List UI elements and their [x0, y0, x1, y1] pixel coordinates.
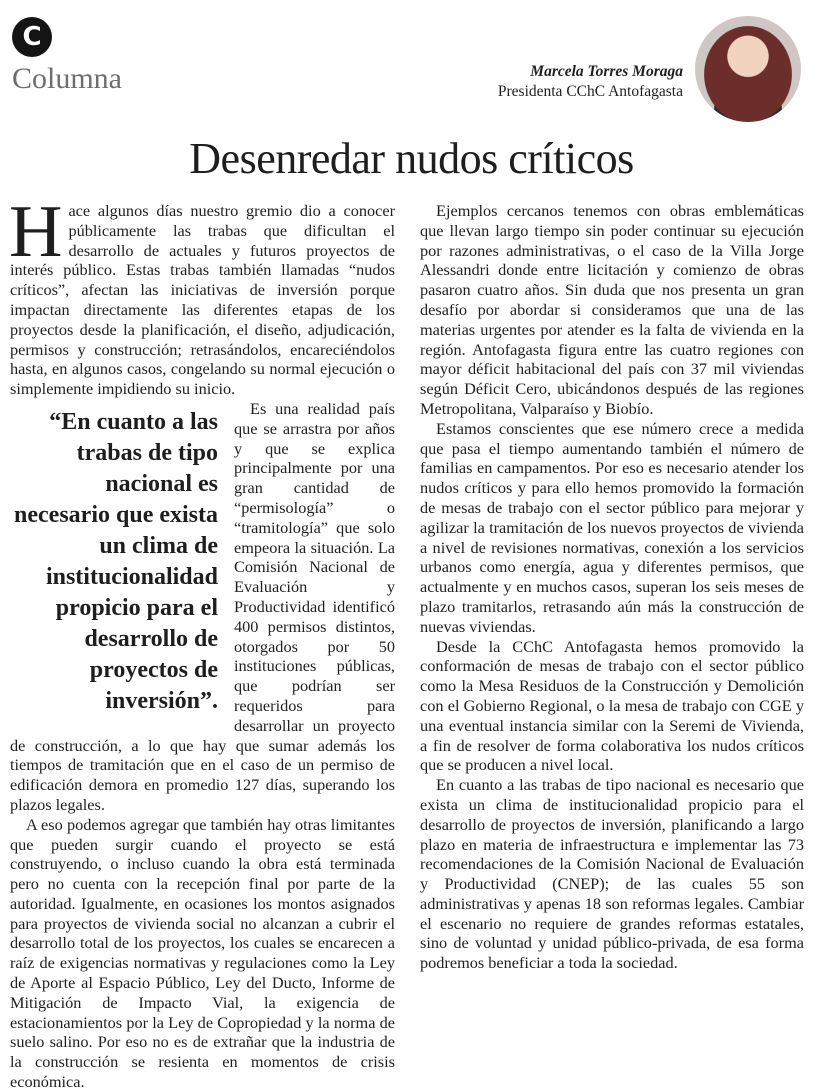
paragraph-7: En cuanto a las trabas de tipo nacional es necesario que exista un clima de institucionalidad propicio para el desarrollo de proyectos de inversión, planificando a largo plazo en materia de infraestructura e implementar las 73 recomendaciones de la Comisión Nacional de Evaluación y Productividad (CNEP); de las cuales 55 son administrativas y apenas 18 son reformas legales. Cambiar el escenario no requiere de grandes reformas estatales, sino de voluntad y unidad público-privada, de esa forma podremos beneficiar a toda la sociedad. [420, 775, 804, 973]
byline [498, 62, 683, 102]
paragraph-6: Desde la CChC Antofagasta hemos promovido la conformación de mesas de trabajo con el sector público como la Mesa Residuos de la Construcción y Demolición con el Gobierno Regional, o la mesa de trabajo con CGE y una eventual instancia similar con la Seremi de Vivienda, a fin de resolver de forma colaborativa los nudos críticos que se producen a nivel local. [420, 636, 804, 775]
author-role: Presidenta CChC Antofagasta [497, 83, 683, 100]
dropcap: H [9, 191, 63, 273]
paragraph-5: Estamos conscientes que ese número crece a medida que pasa el tiempo aumentando también el número de familias en campamentos. Por eso es necesario atender los nudos críticos y para ello hemos promovido la formación de mesas de trabajo con el sector público para mejorar y agilizar la tramitación de los nuevos proyectos de vivienda a nivel de revisiones normativas, conexión a los servicios urbanos como energía, agua y diferentes permisos, que actualmente y en muchos casos, superan los seis meses de plazo tramitarlos, retrasando aún más la construcción de nuevas viviendas. [420, 418, 804, 636]
section-label: Columna [12, 62, 122, 95]
paragraph-3: A eso podemos agregar que también hay otras limitantes que pueden surgir cuando el proyecto se está construyendo, o incluso cuando la obra está terminada pero no cuenta con la recepción final por parte de la autoridad. Igualmente, en ocasiones los montos asignados para proyectos de vivienda social no alcanzan a cubrir el desarrollo total de los proyectos, los cuales se encarecen a raíz de exigencias normativas y regulaciones como la Ley de Aporte al Espacio Público, Ley del Ducto, Informe de Mitigación de Impacto Vial, la exigencia de estacionamientos por la Ley de Copropiedad y la norma de suelo salino. Por eso no es de extrañar que la industria de la construcción se resienta en momentos de crisis económica. [10, 814, 395, 1092]
paragraph-4: Ejemplos cercanos tenemos con obras emblemáticas que llevan largo tiempo sin poder continuar su ejecución por razones administrativas, o el caso de la Villa Jorge Alessandri donde entre licitación y comienzo de obras pasaron cuatro años. Sin duda que nos presenta un gran desafío por abordar si consideramos que una de las materias urgentes por atender es la falta de vivienda en la región. Antofagasta figura entre las cuatro regiones con mayor déficit habitacional del país con 37 mil viviendas según Déficit Cero, ubicándonos después de las regiones Metropolitana, Valparaíso y Biobío. [420, 201, 804, 418]
paragraph-1 [9, 191, 395, 399]
author-portrait [695, 16, 801, 122]
section-badge: C [12, 17, 52, 57]
left-column [9, 191, 395, 1092]
right-column [420, 201, 804, 973]
paragraph-2: Es una realidad país que se arrastra por años y que se explica principalmente por una gran cantidad de “permisología” o “tramitología” que solo empeora la situación. La Comisión Nacional de Evaluación y Productividad identificó 400 permisos distintos, otorgados por 50 instituciones públicas, que podrían ser requeridos para desarrollar un proyecto de construcción, a lo que hay que sumar además los tiempos de tramitación que en el caso de un permiso de edificación demora en promedio 127 días, superando los plazos legales. [10, 398, 395, 814]
author-name: Marcela Torres Moraga [530, 63, 683, 80]
headline: Desenredar nudos críticos [189, 134, 634, 183]
pull-quote: “En cuanto a las trabas de tipo nacional es necesario que exista un clima de institucionalidad propicio para el desarrollo de proyectos de inversión”. [14, 408, 218, 714]
paragraph-1-text: ace algunos días nuestro gremio dio a conocer públicamente las trabas que dificultan el desarrollo de actuales y futuros proyectos de interés público. Estas trabas también llamadas “nudos críticos”, afectan las iniciativas de inversión porque impactan directamente las diferentes etapas de los proyectos desde la planificación, el diseño, adjudicación, permisos y construcción; retrasándolos, encareciéndolos hasta, en algunos casos, congelando su normal ejecución o simplemente impidiendo su inicio. [10, 201, 395, 399]
